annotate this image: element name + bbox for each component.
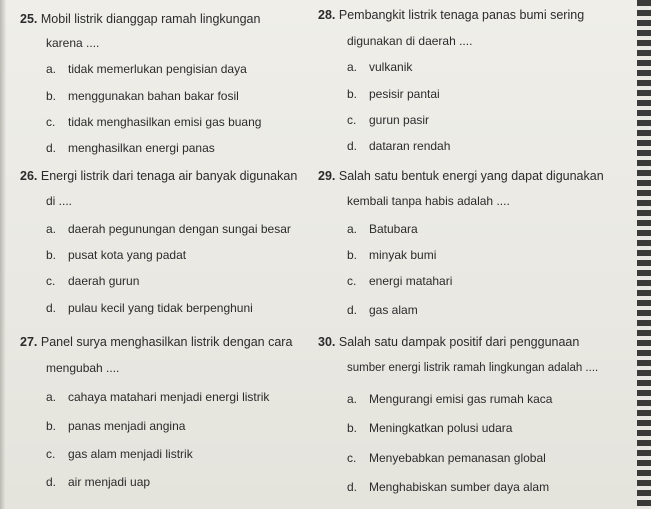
question-25-option-d[interactable]: d. menghasilkan energi panas [46,141,215,155]
question-29-option-c[interactable]: c. energi matahari [347,274,453,288]
question-26-option-b[interactable]: b. pusat kota yang padat [46,248,187,262]
question-26-option-d[interactable]: d. pulau kecil yang tidak berpenghuni [46,301,253,315]
question-28-option-b[interactable]: b. pesisir pantai [347,87,440,101]
question-26-option-c[interactable]: c. daerah gurun [46,274,140,288]
question-26-stem-cont: di .... [46,194,73,208]
question-27-option-b[interactable]: b. panas menjadi angina [46,419,186,433]
question-30-option-a[interactable]: a. Mengurangi emisi gas rumah kaca [347,392,553,406]
question-26-option-a[interactable]: a. daerah pegunungan dengan sungai besar [46,222,291,236]
question-25-option-c[interactable]: c. tidak menghasilkan emisi gas buang [46,115,262,129]
question-28-option-a[interactable]: a. vulkanik [347,60,413,74]
question-27-stem-cont: mengubah .... [46,361,120,375]
question-27-stem: 27. Panel surya menghasilkan listrik dengan cara [20,335,293,349]
question-28-stem: 28. Pembangkit listrik tenaga panas bumi sering [318,8,585,22]
question-29-option-b[interactable]: b. minyak bumi [347,248,437,262]
question-30-stem-cont: sumber energi listrik ramah lingkungan adalah .... [347,362,599,374]
question-30-option-b[interactable]: b. Meningkatkan polusi udara [347,421,513,435]
question-28-option-d[interactable]: d. dataran rendah [347,139,451,153]
question-29-option-d[interactable]: d. gas alam [347,303,418,317]
question-25-option-a[interactable]: a. tidak memerlukan pengisian daya [46,62,247,76]
question-30-stem: 30. Salah satu dampak positif dari penggunaan [318,335,580,349]
question-29-option-a[interactable]: a. Batubara [347,222,418,236]
question-27-option-a[interactable]: a. cahaya matahari menjadi energi listrik [46,390,270,404]
question-29-stem-cont: kembali tanpa habis adalah .... [347,194,510,208]
question-28-option-c[interactable]: c. gurun pasir [347,113,430,127]
question-29-stem: 29. Salah satu bentuk energi yang dapat digunakan [318,169,604,183]
question-30-option-c[interactable]: c. Menyebabkan pemanasan global [347,451,546,465]
question-27-option-c[interactable]: c. gas alam menjadi listrik [46,447,193,461]
question-26-stem: 26. Energi listrik dari tenaga air banyak digunakan [20,169,298,183]
question-30-option-d[interactable]: d. Menghabiskan sumber daya alam [347,480,550,494]
question-28-stem-cont: digunakan di daerah .... [347,34,473,48]
question-25-stem-cont: karena .... [46,36,100,50]
question-25-stem: 25. Mobil listrik dianggap ramah lingkungan [20,12,261,26]
question-27-option-d[interactable]: d. air menjadi uap [46,475,151,489]
question-25-option-b[interactable]: b. menggunakan bahan bakar fosil [46,89,239,103]
binding-edge [637,0,651,509]
page-shadow-left [0,0,6,509]
